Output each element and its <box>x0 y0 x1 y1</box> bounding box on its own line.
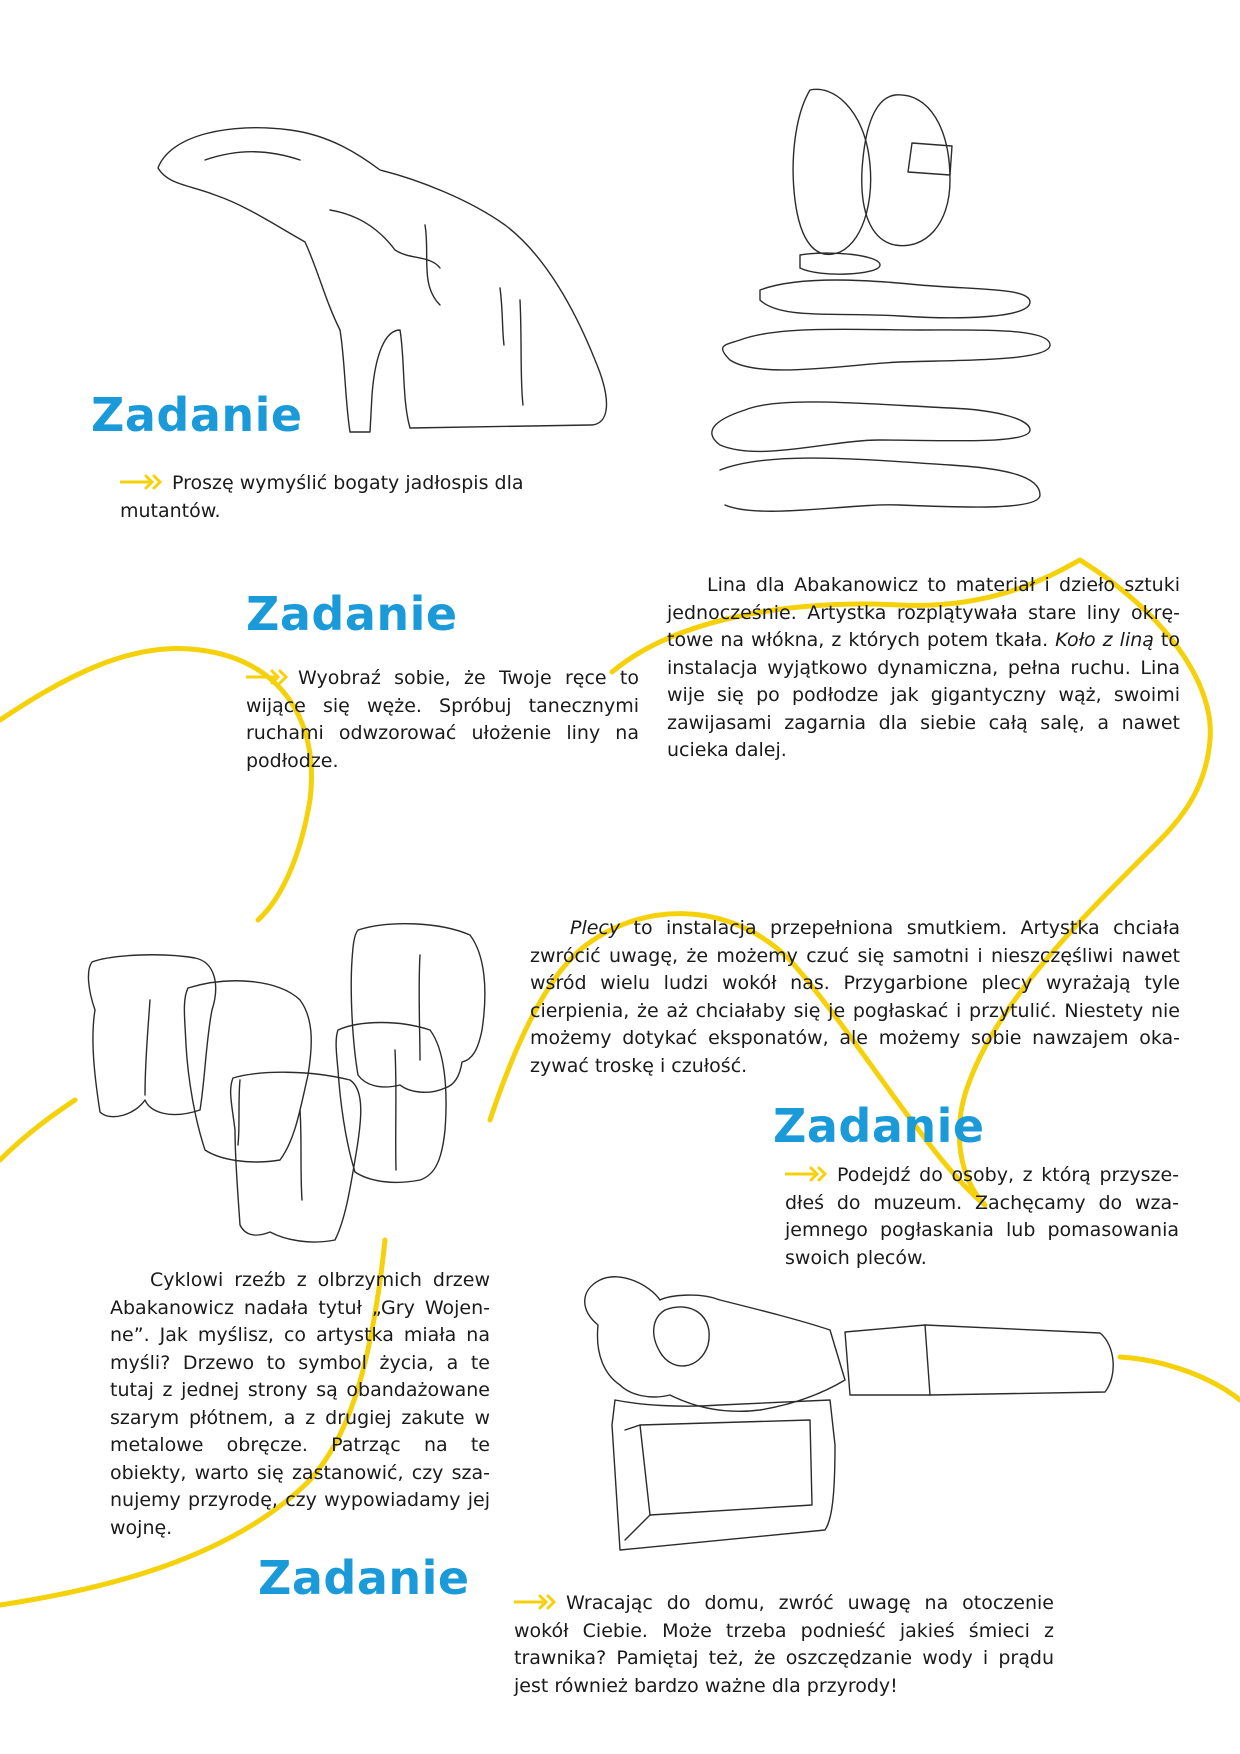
double-chevron-arrow-icon <box>514 1594 560 1610</box>
backs-figures-drawing <box>88 924 484 1242</box>
task-3-text <box>785 1162 1179 1272</box>
gry-wojenne-paragraph: Cyklowi rzeźb z olbrzymich drzew Abakanowicz nadała tytuł „Gry Wojenne”. Jak myślisz, co artystka miała na myśli? Drzewo to symbol życia, a te tutaj z jednej strony są obandażowane szarym płótnem, a z drugiej zakute w metalowe obręcze. Patrząc na te obiekty, warto się zastanowić, czy szanujemy przyrodę, czy wypowiadamy jej wojnę. <box>110 1269 490 1539</box>
task-1-text <box>120 470 540 525</box>
rope-wheel-drawing <box>712 89 1050 511</box>
task-4-text <box>514 1590 1054 1700</box>
war-games-sculpture-drawing <box>585 1277 1113 1550</box>
task-1-body: Proszę wymyślić bogaty jadłospis dla mutantów. <box>120 472 524 522</box>
double-chevron-arrow-icon <box>785 1166 831 1182</box>
mutant-figure-drawing <box>158 128 606 432</box>
task-2-body: Wyobraź sobie, że Twoje ręce to wijące się węże. Spróbuj tanecznymi ruchami odwzorować ułożenie liny na podłodze. <box>246 667 639 772</box>
lina-paragraph: Lina dla Abakanowicz to materiał i dzieło sztuki jednocześnie. Artystka rozplątywała stare liny okrętowe na włókna, z których potem tkała. Koło z liną to instalacja wyjątkowo dynamiczna, pełna ruchu. Lina wije się po podłodze jak gigantyczny wąż, swoimi zawijasami zagarnia dla siebie całą salę, a nawet ucieka dalej. <box>667 574 1180 761</box>
task-4-heading: Zadanie <box>258 1551 470 1605</box>
task-2-heading: Zadanie <box>246 587 458 641</box>
task-2-text <box>246 665 639 775</box>
artwork-title-kolo-z-lina: Koło z liną <box>1055 629 1154 651</box>
plecy-paragraph: Plecy to instalacja przepełniona smutkiem. Artystka chciała zwrócić uwagę, że możemy czuć się samotni i nieszczęśliwi nawet wśród wielu ludzi wokół nas. Przygarbione plecy wyrażają tyle cierpienia, że aż chciałaby się je pogłaskać i przytulić. Niestety nie możemy dotykać eksponatów, ale możemy sobie nawzajem okazywać troskę i czułość. <box>530 917 1180 1077</box>
double-chevron-arrow-icon <box>120 474 166 490</box>
task-3-heading: Zadanie <box>773 1099 985 1153</box>
task-4-body: Wracając do domu, zwróć uwagę na otoczenie wokół Ciebie. Może trzeba podnieść jakieś śmieci z trawnika? Pamiętaj też, że oszczędzanie wody i prądu jest również bardzo ważne dla przyrody! <box>514 1592 1054 1697</box>
task-3-body: Podejdź do osoby, z którą przyszedłeś do muzeum. Zachęcamy do wzajemnego pogłaskania lub pomasowania swoich pleców. <box>785 1164 1179 1269</box>
artwork-title-plecy: Plecy <box>570 917 621 939</box>
task-1-heading: Zadanie <box>91 388 303 442</box>
double-chevron-arrow-icon <box>246 669 292 685</box>
